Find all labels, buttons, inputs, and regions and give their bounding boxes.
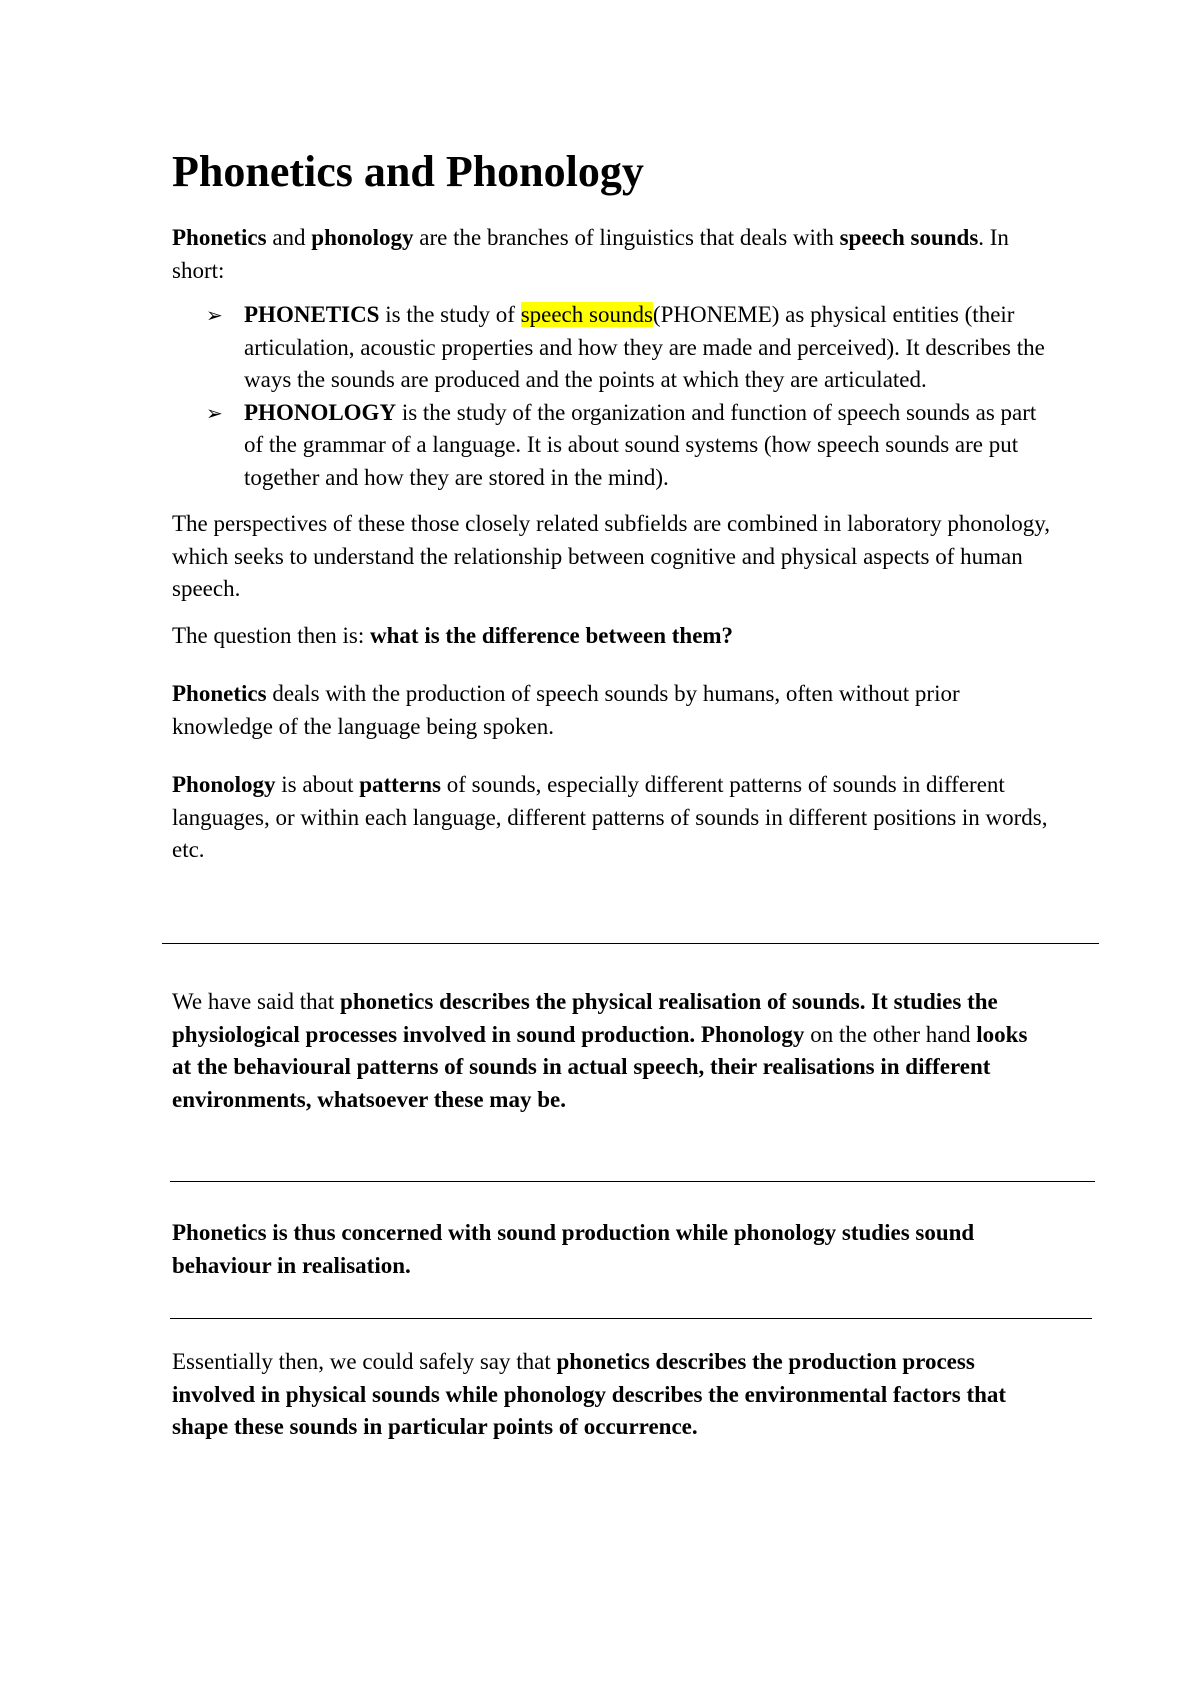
intro-term-phonology: phonology <box>311 225 414 250</box>
horizontal-divider <box>162 943 1099 944</box>
phonology-definition: Phonology is about patterns of sounds, especially different patterns of sounds in different languages, or within each language, different patterns of sounds in different positions in words, etc. <box>172 772 1048 862</box>
horizontal-divider <box>170 1318 1092 1319</box>
intro-paragraph: Phonetics and phonology are the branches of linguistics that deals with speech sounds. In short: <box>172 225 1009 283</box>
intro-term-phonetics: Phonetics <box>172 225 267 250</box>
summary-paragraph-2: Phonetics is thus concerned with sound production while phonology studies sound behaviour in realisation. <box>172 1220 975 1278</box>
intro-term-speech-sounds: speech sounds <box>839 225 979 250</box>
bullet-term: PHONOLOGY <box>244 399 397 425</box>
list-item: ➢ PHONOLOGY is the study of the organization and function of speech sounds as part of the grammar of a language. It is about sound systems (how speech sounds are put together and how they are stored in the mind). <box>244 397 1052 495</box>
perspectives-paragraph: The perspectives of these those closely related subfields are combined in laboratory phonology, which seeks to understand the relationship between cognitive and physical aspects of human speech. <box>172 511 1050 601</box>
summary-paragraph-1: We have said that phonetics describes the physical realisation of sounds. It studies the physiological processes involved in sound production. Phonology on the other hand looks at the behavioural patterns of sounds in actual speech, their realisations in different environments, whatsoever these may be. <box>172 989 1028 1112</box>
summary-paragraph-3: Essentially then, we could safely say that phonetics describes the production process involved in physical sounds while phonology describes the environmental factors that shape these sounds in particular points of occurrence. <box>172 1349 1007 1439</box>
phonetics-definition: Phonetics deals with the production of speech sounds by humans, often without prior knowledge of the language being spoken. <box>172 681 960 739</box>
document-body <box>172 142 1052 867</box>
arrow-bullet-icon: ➢ <box>206 400 223 425</box>
bullet-term: PHONETICS <box>244 302 380 327</box>
horizontal-divider <box>170 1181 1095 1182</box>
highlighted-text: speech sounds <box>520 302 653 327</box>
page-title: Phonetics and Phonology <box>172 147 644 196</box>
question-paragraph: The question then is: what is the difference between them? <box>172 622 734 648</box>
arrow-bullet-icon: ➢ <box>206 303 223 327</box>
question-bold: what is the difference between them? <box>370 622 734 648</box>
definition-list <box>172 299 1052 494</box>
list-item: ➢ PHONETICS is the study of speech sounds(PHONEME) as physical entities (their articulation, acoustic properties and how they are made and perceived). It describes the ways the sounds are produced and the points at which they are articulated. <box>244 299 1052 397</box>
